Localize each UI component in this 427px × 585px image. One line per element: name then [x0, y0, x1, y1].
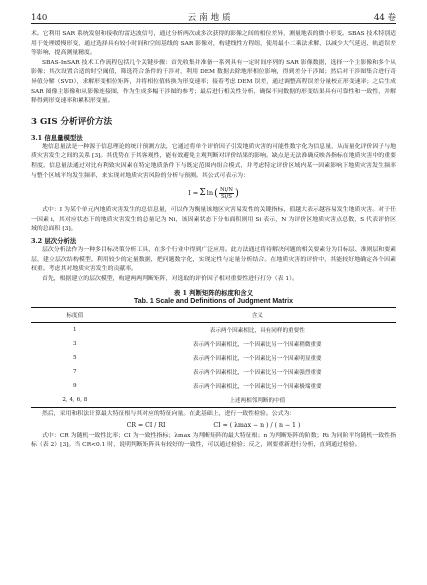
table-cell-meaning: 表示两个因素相比，一个因素比另一个因素极端重要: [192, 384, 322, 391]
after-table-paragraph: 然后，采用和积法计算最大特征根与其对应的特征向量。在此基础上，进行一致性检验。公式为：: [42, 411, 296, 418]
consistency-formula: [31, 420, 396, 432]
table-header-meaning: 含义: [251, 313, 263, 320]
formula-numerator: Ni/N: [219, 186, 233, 193]
formula-ln: ln: [206, 189, 214, 198]
section-3-2-paragraph-1: 层次分析法作为一种多目标决策分析工具，在多个行业中得到广泛应用。此方法通过将待解决问题的相关要素分为目标层、准则层和要素层，建立层次结构模型。利用较少的定量数据，把问题数字化，实现定性与定量分析结合。在地质灾害的评价中，其能较好地确定各个因素权重。考虑其对地质灾害发生的贡献率。: [31, 246, 396, 273]
table-1-title-en: Tab. 1 Scale and Definitions of Judgment Matrix: [134, 298, 293, 306]
page-number: 140: [31, 13, 48, 23]
table-1-title-cn: 表 1 判断矩阵的标度和含义: [173, 289, 254, 298]
table-header-scale: 标度值: [66, 313, 84, 320]
page-content: [31, 30, 396, 451]
table-row: [31, 365, 396, 379]
table-row: [31, 393, 396, 408]
table-cell-scale: 9: [73, 383, 77, 390]
after-formula-paragraph: 式中：CR 为随机一致性比率；CI 为一致性指标；λmax 为判断矩阵的最大特征根；n 为判断矩阵的阶数；Ri 为同阶平均随机一致性指标（表 2）[3]。当 CR<0.1 时，说明判断矩阵具有较好的一致性，可以通过检验；反之，则要重新进行分析，直到通过检验。: [31, 432, 396, 449]
table-cell-scale: 3: [73, 341, 77, 348]
table-cell-meaning: 表示两个因素相比，一个因素比另一个因素强烈重要: [192, 370, 322, 377]
formula-lhs: I =: [188, 189, 199, 198]
section-3-2-title: 3.2 层次分析法: [31, 236, 77, 245]
table-row: [31, 379, 396, 393]
journal-name: 云南地质: [187, 13, 234, 23]
table-header-row: [31, 308, 396, 323]
section-3-1-paragraph-2: 式中：I 为某个单元内地质灾害发生的总信息量，可以作为衡量该地区灾害易发性的关键指标，值越大表示越容易发生地质灾害。对于任一因素 i，其对应状态下的地质灾害发生的总量记为 Ni，该因素状态下分布面积则用 Si 表示，N 为评价区地质灾害点总数，S 代表评价区域的总面积 [3]。: [31, 207, 396, 233]
section-3-1-title: 3.1 信息量模型法: [31, 133, 83, 142]
table-cell-meaning: 上述两相邻判断的中值: [229, 398, 286, 405]
page-header: [31, 9, 396, 24]
formula-denominator: Si/S: [221, 193, 232, 200]
table-cell-scale: 1: [73, 327, 77, 334]
table-cell-meaning: 表示两个因素相比，具有同样的重要性: [209, 328, 305, 335]
volume-label: 44 卷: [373, 13, 396, 23]
table-cell-scale: 7: [73, 369, 77, 376]
section-3-2-paragraph-2: 首先，根据建立的层次模型，构建两两判断矩阵，对选取的评价因子相对重要性进行打分（表 1）。: [42, 275, 298, 282]
section-3-title: 3 GIS 分析评价方法: [31, 116, 113, 127]
cr-formula: CR = CI / RI: [126, 422, 166, 430]
table-cell-meaning: 表示两个因素相比，一个因素比另一个因素稍微重要: [192, 342, 322, 349]
table-row: [31, 337, 396, 351]
table-cell-scale: 5: [73, 355, 77, 362]
formula-fraction: [219, 187, 234, 200]
table-row: [31, 323, 396, 338]
information-formula: I = Σ ln ( $\frac{Ni/N}{Si/S}$ ): [188, 186, 239, 200]
intro-paragraph-1: 术。它利用 SAR 系统发射和接收的雷达波信号，通过分析两次或多次获得的影像之间的相位差异，测量地表的微小形变。SBAS 技术特别适用于处理缓慢形变，通过选择具有较小时间和空间基线的 SAR 影像对，构建线性方程组，使用最小二乘法求解，以减少大气延迟、轨道误差等影响，提高测量精度。: [31, 31, 396, 57]
table-row: [31, 351, 396, 365]
scale-table: [31, 307, 396, 408]
table-cell-meaning: 表示两个因素相比，一个因素比另一个因素明显重要: [192, 356, 322, 363]
table-cell-scale: 2, 4, 6, 8: [62, 397, 88, 404]
formula-sum-symbol: Σ: [199, 188, 206, 199]
section-3-1-paragraph-1: 地信息量法是一种源于信息理论的统计预测方法，它通过将单个评价因子引发地质灾害的可能性数字化为信息量，从而量化评价因子与地质灾害发生之间的关系 [3]。其优势在于其客观性，能有效避免主观判断对评价结果的影响。缺点是无法准确反映各指标在地质灾害中的重要程度。信息量法通过对比有利致灾因素在特定地质条件下与既定范围内组合模式，并考虑特定评价区域内某一因素影响下地质灾害发生频率与整个区域平均发生频率，来实现对地质灾害风险的分析与预测。其公式可表示为：: [31, 143, 396, 179]
intro-paragraph-2: SBAS-InSAR 技术工作流程包括几个关键步骤：首先收集并准备一系列具有一定时间序列的 SAR 影像数据，选择一个主影像和多个从影像；其次设置合适的时空阈值，筛选符合条件的干涉对，利用 DEM 数据去除地形相位影响，得到差分干涉图；然后对干涉图集合进行奇异值分解（SVD），求解形变相位矩阵，并将相位值转换为形变速率；接着考虑 DEM 误差，通过调整高程误差分量校正形变速率；之后生成 SAR 图像主影像和从影像连接图，作为生成多幅干涉图的参考；最后进行相关性分析，确保不同数据的形变结果具有可靠性和一致性，并解释得到形变速率和累积形变量。: [31, 59, 396, 105]
ci-formula: CI = ( λmax − n ) / ( n − 1 ): [213, 422, 301, 430]
